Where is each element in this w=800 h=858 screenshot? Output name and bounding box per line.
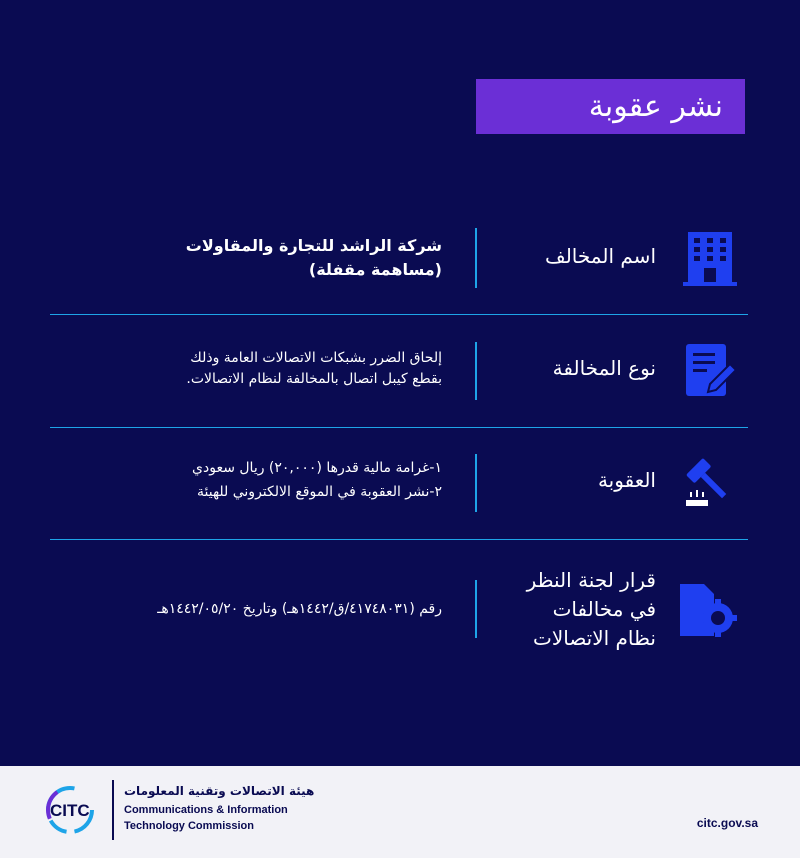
org-name-ar: هيئة الاتصالات وتقنية المعلومات <box>124 784 315 798</box>
violation-type-row <box>50 342 748 400</box>
row-separator <box>50 314 748 315</box>
gavel-icon <box>682 454 738 514</box>
citc-logo <box>44 784 108 844</box>
row-separator <box>50 539 748 540</box>
svg-text:CITC: CITC <box>50 801 90 820</box>
decision-value: رقم (٤١٧٤٨٠٣١/ق/١٤٤٢هـ) وتاريخ ١٤٤٢/٠٥/٢٠هـ <box>157 601 442 617</box>
title-banner <box>476 79 745 134</box>
document-pen-icon <box>682 342 738 402</box>
website-link[interactable]: citc.gov.sa <box>696 816 758 830</box>
document-gear-icon <box>678 582 738 642</box>
penalty-value: ١-غرامة مالية قدرها (٢٠,٠٠٠) ريال سعودي ٢-نشر العقوبة في الموقع الالكتروني للهيئة <box>192 460 442 500</box>
violation-type-label: نوع المخالفة <box>552 356 656 380</box>
page-title: نشر عقوبة <box>588 89 723 124</box>
penalty-label: العقوبة <box>597 468 656 492</box>
divider-line <box>475 454 477 512</box>
footer <box>0 766 800 858</box>
building-icon <box>682 230 738 290</box>
row-separator <box>50 427 748 428</box>
divider-line <box>475 580 477 638</box>
decision-row <box>50 566 748 656</box>
org-name-en-line2: Technology Commission <box>124 820 254 832</box>
violator-row <box>50 228 748 288</box>
penalty-row <box>50 454 748 512</box>
org-name-en-line1: Communications & Information <box>124 804 288 816</box>
divider-line <box>475 228 477 288</box>
violation-type-value: إلحاق الضرر بشبكات الاتصالات العامة وذلك بقطع كيبل اتصال بالمخالفة لنظام الاتصالات. <box>186 350 442 387</box>
decision-label: قرار لجنة النظر في مخالفات نظام الاتصالات <box>526 568 656 650</box>
organization-name <box>124 784 314 834</box>
violator-label: اسم المخالف <box>545 244 656 268</box>
footer-divider <box>112 780 114 840</box>
violator-value: شركة الراشد للتجارة والمقاولات (مساهمة مقفلة) <box>185 236 442 279</box>
divider-line <box>475 342 477 400</box>
